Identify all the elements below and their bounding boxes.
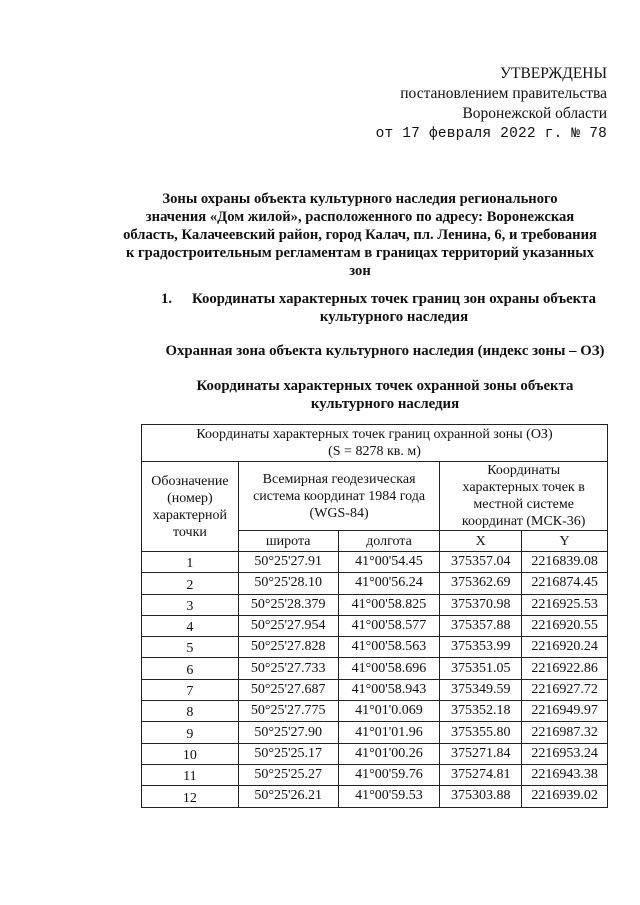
header-latitude: широта — [238, 531, 338, 552]
approval-title: УТВЕРЖДЕНЫ — [500, 65, 607, 82]
zone-heading: Охранная зона объекта культурного наследия (индекс зоны – ОЗ) — [165, 343, 605, 359]
longitude-cell: 41°00'59.76 — [338, 764, 440, 785]
table-row — [142, 679, 608, 700]
point-number-cell: 5 — [142, 637, 239, 658]
title-line: зон — [349, 263, 371, 279]
longitude-cell: 41°01'01.96 — [338, 722, 440, 743]
section-heading — [150, 290, 608, 326]
table-row — [142, 786, 608, 807]
title-line: Зоны охраны объекта культурного наследия регионального — [162, 191, 558, 207]
y-cell: 2216949.97 — [522, 701, 608, 722]
x-cell: 375357.04 — [440, 552, 522, 573]
table-row — [142, 743, 608, 764]
latitude-cell: 50°25'27.828 — [238, 637, 338, 658]
latitude-cell: 50°25'25.27 — [238, 764, 338, 785]
x-cell: 375349.59 — [440, 679, 522, 700]
table-title-line: культурного наследия — [310, 396, 460, 412]
table-row — [142, 764, 608, 785]
header-wgs84: Всемирная геодезическая система координат 1984 года (WGS-84) — [238, 462, 440, 531]
point-number-cell: 9 — [142, 722, 239, 743]
x-cell: 375370.98 — [440, 594, 522, 615]
approval-block — [376, 64, 607, 144]
point-number-cell: 4 — [142, 615, 239, 636]
latitude-cell: 50°25'27.90 — [238, 722, 338, 743]
section-title-line: культурного наследия — [319, 309, 469, 325]
header-y: Y — [522, 531, 608, 552]
point-number-cell: 3 — [142, 594, 239, 615]
x-cell: 375353.99 — [440, 637, 522, 658]
y-cell: 2216920.24 — [522, 637, 608, 658]
latitude-cell: 50°25'27.775 — [238, 701, 338, 722]
longitude-cell: 41°00'58.825 — [338, 594, 440, 615]
y-cell: 2216987.32 — [522, 722, 608, 743]
latitude-cell: 50°25'28.379 — [238, 594, 338, 615]
y-cell: 2216920.55 — [522, 615, 608, 636]
section-number: 1. — [161, 291, 173, 307]
longitude-cell: 41°01'0.069 — [338, 701, 440, 722]
header-longitude: долгота — [338, 531, 440, 552]
x-cell: 375303.88 — [440, 786, 522, 807]
section-title-line: Координаты характерных точек границ зон охраны объекта — [191, 291, 597, 307]
title-line: к градостроительным регламентам в границах территорий указанных — [125, 245, 595, 261]
y-cell: 2216953.24 — [522, 743, 608, 764]
table-row — [142, 552, 608, 573]
point-number-cell: 8 — [142, 701, 239, 722]
x-cell: 375351.05 — [440, 658, 522, 679]
table-row — [142, 573, 608, 594]
longitude-cell: 41°00'58.563 — [338, 637, 440, 658]
point-number-cell: 7 — [142, 679, 239, 700]
longitude-cell: 41°00'59.53 — [338, 786, 440, 807]
point-number-cell: 10 — [142, 743, 239, 764]
table-title — [160, 377, 610, 413]
latitude-cell: 50°25'27.733 — [238, 658, 338, 679]
latitude-cell: 50°25'26.21 — [238, 786, 338, 807]
approval-date-number: от 17 февраля 2022 г. № 78 — [375, 126, 607, 142]
longitude-cell: 41°00'58.943 — [338, 679, 440, 700]
y-cell: 2216943.38 — [522, 764, 608, 785]
document-title — [112, 190, 608, 280]
x-cell: 375357.88 — [440, 615, 522, 636]
table-title-line: Координаты характерных точек охранной зоны объекта — [196, 378, 574, 394]
x-cell: 375271.84 — [440, 743, 522, 764]
longitude-cell: 41°00'58.696 — [338, 658, 440, 679]
y-cell: 2216927.72 — [522, 679, 608, 700]
y-cell: 2216925.53 — [522, 594, 608, 615]
x-cell: 375274.81 — [440, 764, 522, 785]
title-line: область, Калачеевский район, город Калач, пл. Ленина, 6, и требования — [123, 227, 597, 243]
coordinates-table — [141, 424, 608, 808]
approval-authority: постановлением правительства — [400, 85, 607, 102]
table-row — [142, 658, 608, 679]
latitude-cell: 50°25'28.10 — [238, 573, 338, 594]
x-cell: 375355.80 — [440, 722, 522, 743]
title-line: значения «Дом жилой», расположенного по адресу: Воронежская — [145, 209, 575, 225]
longitude-cell: 41°00'58.577 — [338, 615, 440, 636]
table-row — [142, 615, 608, 636]
latitude-cell: 50°25'27.91 — [238, 552, 338, 573]
table-row — [142, 722, 608, 743]
longitude-cell: 41°00'56.24 — [338, 573, 440, 594]
point-number-cell: 12 — [142, 786, 239, 807]
longitude-cell: 41°01'00.26 — [338, 743, 440, 764]
header-x: X — [440, 531, 522, 552]
point-number-cell: 6 — [142, 658, 239, 679]
x-cell: 375362.69 — [440, 573, 522, 594]
table-main-header: Координаты характерных точек границ охранной зоны (ОЗ) (S = 8278 кв. м) — [142, 425, 608, 462]
approval-region: Воронежской области — [462, 105, 607, 122]
table-row — [142, 594, 608, 615]
y-cell: 2216839.08 — [522, 552, 608, 573]
y-cell: 2216874.45 — [522, 573, 608, 594]
y-cell: 2216939.02 — [522, 786, 608, 807]
table-row — [142, 637, 608, 658]
longitude-cell: 41°00'54.45 — [338, 552, 440, 573]
x-cell: 375352.18 — [440, 701, 522, 722]
header-point-designation: Обозначение (номер) характерной точки — [142, 462, 239, 552]
table-row — [142, 701, 608, 722]
point-number-cell: 2 — [142, 573, 239, 594]
latitude-cell: 50°25'27.954 — [238, 615, 338, 636]
latitude-cell: 50°25'27.687 — [238, 679, 338, 700]
header-msk36: Координаты характерных точек в местной системе координат (МСК-36) — [440, 462, 608, 531]
latitude-cell: 50°25'25.17 — [238, 743, 338, 764]
point-number-cell: 1 — [142, 552, 239, 573]
y-cell: 2216922.86 — [522, 658, 608, 679]
point-number-cell: 11 — [142, 764, 239, 785]
